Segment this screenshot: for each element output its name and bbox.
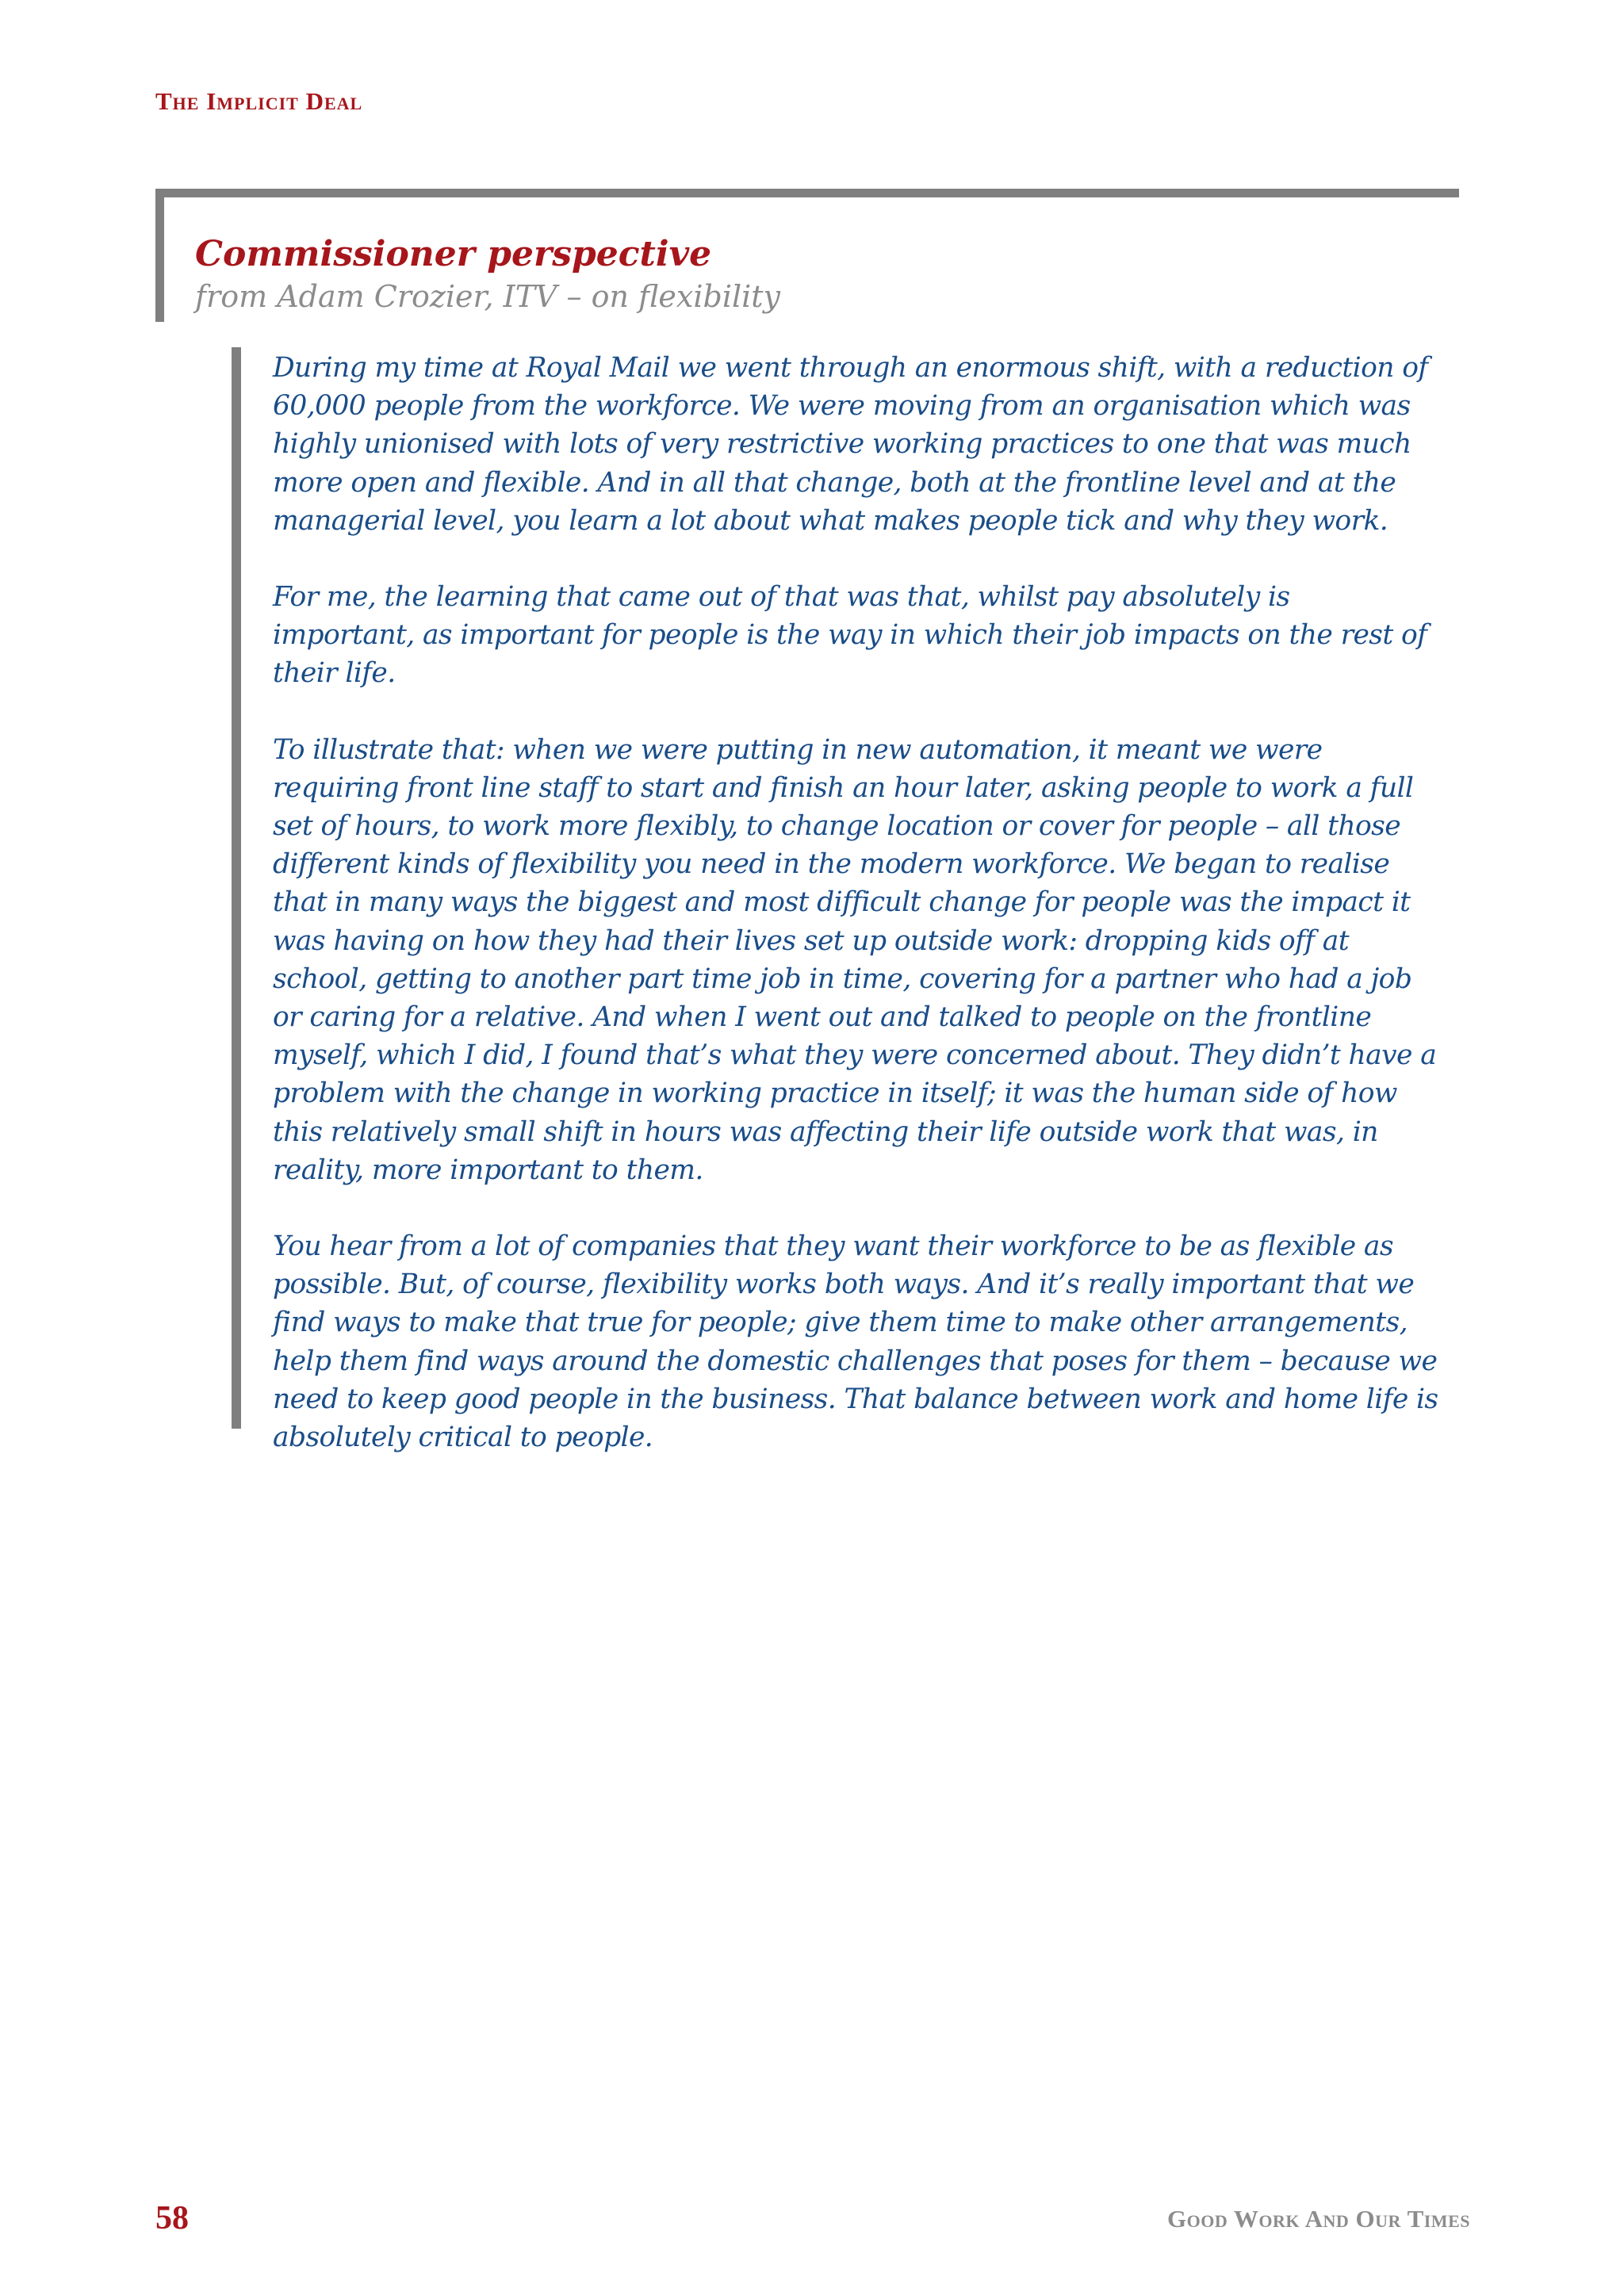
quote-block (273, 349, 1438, 1494)
page-number: 58 (155, 2200, 189, 2237)
box-top-rule (155, 189, 1459, 197)
quote-rule (232, 347, 241, 1429)
quote-paragraph: For me, the learning that came out of that was that, whilst pay absolutely is important, as important for people is the way in which their job impacts on the rest of their life. (273, 581, 1427, 690)
running-footer: Good Work And Our Times (1167, 2205, 1470, 2233)
box-subtitle: from Adam Crozier, ITV – on flexibility (195, 279, 781, 314)
running-header: The Implicit Deal (155, 87, 363, 115)
quote-paragraph: You hear from a lot of companies that they want their workforce to be as flexible as possible. But, of course, flexibility works both ways. And it’s really important that we find ways to make that true for people; give them time to make other arrangements, help them find ways around the domestic challenges that poses for them – because we need to keep good people in the business. That balance between work and home life is absolutely critical to people. (273, 1230, 1438, 1454)
box-left-rule (155, 189, 164, 322)
quote-paragraph: To illustrate that: when we were putting in new automation, it meant we were requiring front line staff to start and finish an hour later, asking people to work a full set of hours, to work more flexibly, to change location or cover for people – all those different kinds of flexibility you need in the modern workforce. We began to realise that in many ways the biggest and most difficult change for people was the impact it was having on how they had their lives set up outside work: dropping kids off at school, getting to another part time job in time, covering for a partner who had a job or caring for a relative. And when I went out and talked to people on the frontline myself, which I did, I found that’s what they were concerned about. They didn’t have a problem with the change in working practice in itself; it was the human side of how this relatively small shift in hours was affecting their life outside work that was, in reality, more important to them. (273, 733, 1437, 1186)
quote-paragraph: During my time at Royal Mail we went through an enormous shift, with a reduction of 60,000 people from the workforce. We were moving from an organisation which was highly unionised with lots of very restrictive working practices to one that was much more open and flexible. And in all that change, both at the frontline level and at the managerial level, you learn a lot about what makes people tick and why they work. (273, 352, 1428, 537)
box-title: Commissioner perspective (195, 234, 712, 274)
